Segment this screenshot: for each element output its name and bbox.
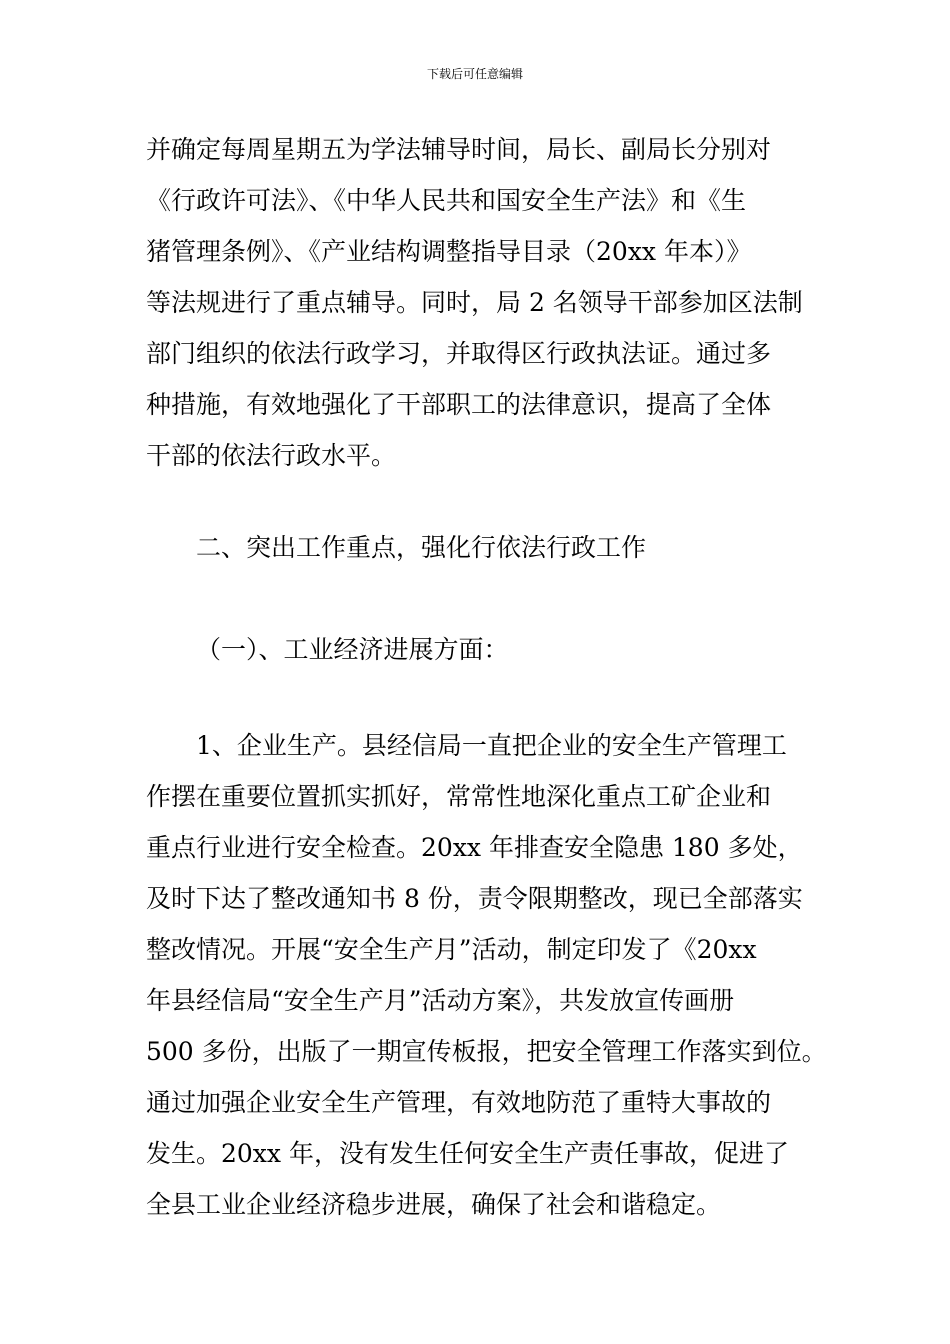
page-header: 下载后可任意编辑	[426, 67, 523, 81]
paragraph-line: 及时下达了整改通知书 8 份，责令限期整改，现已全部落实	[146, 884, 803, 913]
paragraph-line: 年县经信局“安全生产月”活动方案》，共发放宣传画册	[146, 986, 735, 1015]
section-heading: 二、突出工作重点，强化行依法行政工作	[196, 533, 647, 562]
paragraph-line: 1、企业生产。县经信局一直把企业的安全生产管理工	[196, 731, 787, 760]
paragraph-line: 发生。20xx 年，没有发生任何安全生产责任事故，促进了	[146, 1139, 789, 1168]
paragraph-line: 作摆在重要位置抓实抓好，常常性地深化重点工矿企业和	[146, 782, 772, 811]
paragraph-line: 通过加强企业安全生产管理，有效地防范了重特大事故的	[146, 1088, 772, 1117]
paragraph-line: 全县工业企业经济稳步进展，确保了社会和谐稳定。	[146, 1190, 722, 1219]
subsection-heading: （一）、工业经济进展方面：	[196, 635, 509, 664]
paragraph-line: 干部的依法行政水平。	[146, 441, 397, 470]
paragraph-line: 猪管理条例》、《产业结构调整指导目录（20xx 年本）》	[146, 237, 752, 266]
paragraph-line: 种措施，有效地强化了干部职工的法律意识，提高了全体	[146, 390, 772, 419]
paragraph-line: 等法规进行了重点辅导。同时，局 2 名领导干部参加区法制	[146, 288, 803, 317]
paragraph-line: 部门组织的依法行政学习，并取得区行政执法证。通过多	[146, 339, 772, 368]
paragraph-line: 整改情况。开展“安全生产月”活动，制定印发了《20xx	[146, 935, 757, 964]
paragraph-line: 重点行业进行安全检查。20xx 年排查安全隐患 180 多处，	[146, 833, 803, 862]
paragraph-line: 500 多份，出版了一期宣传板报，把安全管理工作落实到位。	[146, 1037, 827, 1066]
paragraph-line: 并确定每周星期五为学法辅导时间，局长、副局长分别对	[146, 135, 772, 164]
paragraph-line: 《行政许可法》、《中华人民共和国安全生产法》和《生	[146, 186, 747, 215]
